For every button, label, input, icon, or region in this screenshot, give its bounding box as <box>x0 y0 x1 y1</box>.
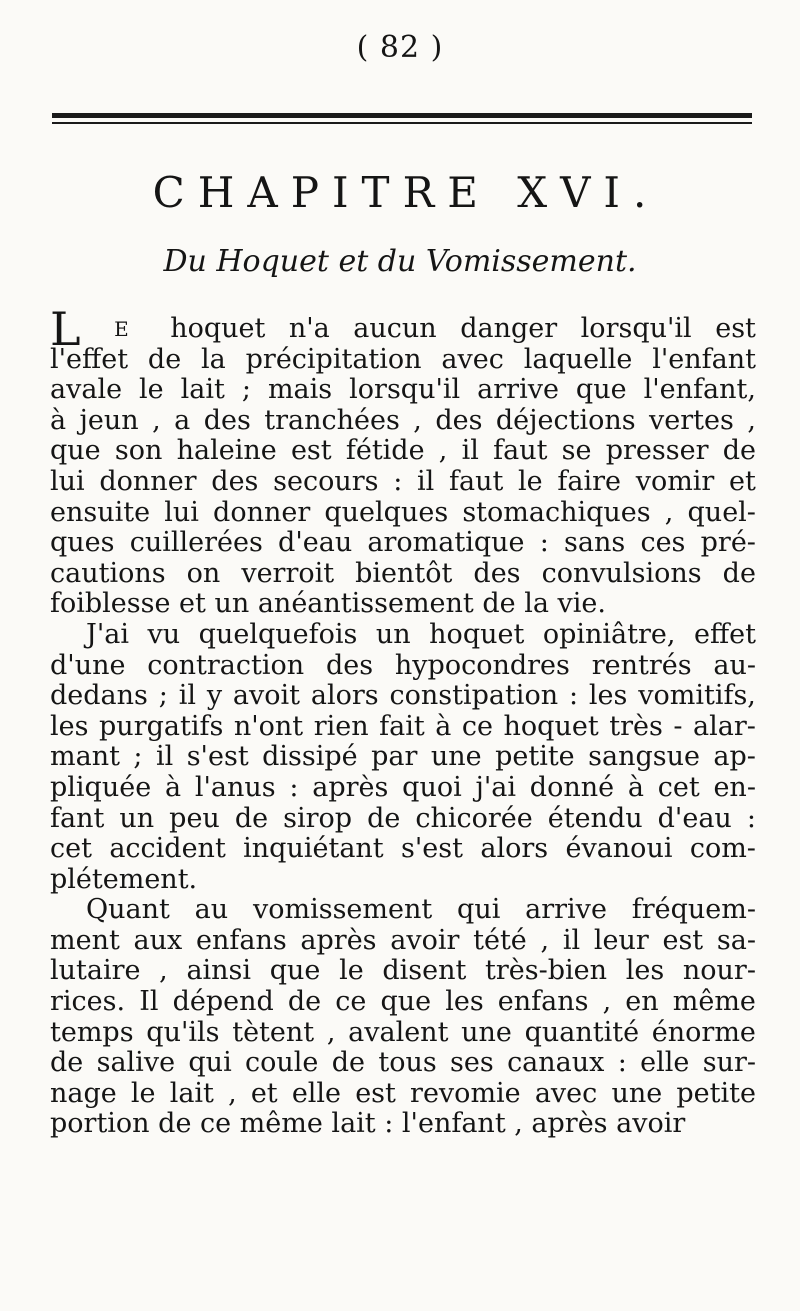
word: en <box>625 986 659 1018</box>
word: : <box>617 1047 627 1079</box>
word: sangsue <box>588 741 700 773</box>
text-line <box>50 620 756 651</box>
word: avalent <box>348 1016 449 1048</box>
word: , <box>326 1016 336 1048</box>
word: une <box>430 741 482 773</box>
word: il <box>178 680 196 712</box>
word: d'eau <box>657 802 732 834</box>
word: un <box>375 618 411 650</box>
word: de <box>367 802 401 834</box>
word: est <box>715 313 756 344</box>
chapter-subtitle: Du Hoquet et du Vomissement. <box>163 244 637 279</box>
word: après <box>300 924 377 956</box>
text-line <box>50 406 756 437</box>
word: contraction <box>147 649 305 681</box>
text-line <box>50 498 756 529</box>
word: lorsqu'il <box>349 374 461 406</box>
word: aux <box>133 924 183 956</box>
word: et <box>729 465 756 497</box>
word: Quant <box>86 894 170 926</box>
word: donner <box>99 465 197 497</box>
word: avec <box>534 1077 598 1109</box>
word: petite <box>676 1077 756 1109</box>
word: disent <box>382 955 467 987</box>
word: sur- <box>702 1047 756 1079</box>
word: lait <box>180 374 225 406</box>
word: avoir <box>390 924 460 956</box>
word: alar- <box>693 710 756 742</box>
word: convulsions <box>541 557 702 589</box>
word: est <box>290 435 332 467</box>
word: , <box>228 1077 237 1109</box>
word: accident <box>109 833 226 865</box>
drop-cap: L <box>50 302 81 356</box>
body-text <box>50 302 756 1140</box>
word: aucun <box>353 313 437 344</box>
text-line <box>50 712 756 743</box>
word: alors <box>480 833 549 865</box>
word: un <box>119 802 155 834</box>
text-line <box>50 302 756 356</box>
word: lait <box>169 1077 214 1109</box>
word: les <box>50 710 89 742</box>
word: ment <box>50 924 120 956</box>
word: nage <box>50 1077 117 1109</box>
text-line-content: portion de ce même lait : l'enfant , après avoir <box>50 1108 686 1140</box>
text-line <box>50 773 756 804</box>
word: jeun <box>79 404 139 436</box>
word: ques <box>50 527 115 559</box>
word: bientôt <box>355 557 453 589</box>
word: s'est <box>186 741 249 773</box>
word: il <box>417 465 435 497</box>
word: à <box>164 771 182 803</box>
word: que <box>269 955 321 987</box>
small-cap: E <box>114 317 129 341</box>
word: avec <box>441 343 504 375</box>
word: revomie <box>410 1077 521 1109</box>
word: fait <box>379 710 425 742</box>
text-line <box>50 651 756 682</box>
word: laquelle <box>523 343 633 375</box>
word: dissipé <box>262 741 358 773</box>
text-line <box>50 681 756 712</box>
text-line <box>50 375 756 406</box>
word: arrive <box>525 894 607 926</box>
text-line <box>50 559 756 590</box>
word: s'est <box>401 833 463 865</box>
word: en- <box>713 771 756 803</box>
word: qui <box>457 894 501 926</box>
word: hoquet <box>503 710 599 742</box>
word: cuillerées <box>129 527 263 559</box>
word: nour- <box>682 955 756 987</box>
word: très <box>609 710 663 742</box>
page-number: ( 82 ) <box>356 30 444 65</box>
word: le <box>139 374 164 406</box>
word: sa- <box>716 924 756 956</box>
word: de <box>234 802 269 834</box>
word: cet <box>50 833 92 865</box>
word: elle <box>291 1077 342 1109</box>
word: ap- <box>713 741 756 773</box>
word: ce <box>461 710 493 742</box>
word: le <box>339 955 364 987</box>
word: ; <box>241 374 251 406</box>
word: de <box>331 1047 366 1079</box>
word: lutaire <box>50 955 141 987</box>
word: quantité <box>524 1016 640 1048</box>
word: se <box>561 435 592 467</box>
word: ; <box>133 741 143 773</box>
word: ainsi <box>186 955 252 987</box>
text-line <box>50 467 756 498</box>
text-line <box>50 589 756 620</box>
word: lorsqu'il <box>580 313 692 344</box>
text-line <box>50 895 756 926</box>
word: les <box>588 680 628 712</box>
word: presser <box>605 435 709 467</box>
word: , <box>152 404 161 436</box>
word: au <box>194 894 229 926</box>
text-line <box>50 834 756 865</box>
word: au- <box>713 649 756 681</box>
word: inquiétant <box>243 833 384 865</box>
word: ces <box>640 527 686 559</box>
word: des <box>435 404 483 436</box>
word: d'eau <box>278 527 353 559</box>
word: - <box>673 710 683 742</box>
word: quelques <box>324 496 449 528</box>
word: on <box>186 557 221 589</box>
word: que <box>575 374 627 406</box>
word: cautions <box>50 557 166 589</box>
text-line <box>50 926 756 957</box>
word: il <box>562 924 581 956</box>
word: énorme <box>651 1016 756 1048</box>
word: son <box>114 435 163 467</box>
word: quel- <box>687 496 756 528</box>
word: secours <box>273 465 379 497</box>
word: vomitifs, <box>638 680 756 712</box>
word: ; <box>158 680 168 712</box>
word: effet <box>693 618 756 650</box>
word: , <box>438 435 448 467</box>
word: de <box>287 986 322 1018</box>
word: aromatique <box>367 527 525 559</box>
word: par <box>371 741 418 773</box>
word: com- <box>689 833 756 865</box>
word: , <box>413 404 422 436</box>
word: à <box>435 710 452 742</box>
word: hypocondres <box>394 649 570 681</box>
text-line <box>50 436 756 467</box>
word: précipitation <box>245 343 422 375</box>
word: , <box>602 986 612 1018</box>
word: , <box>159 955 168 987</box>
word: une <box>611 1077 663 1109</box>
word: leur <box>593 924 649 956</box>
word: hoquet <box>429 618 525 650</box>
word: salive <box>96 1047 176 1079</box>
word: verroit <box>241 557 335 589</box>
word: , <box>540 924 550 956</box>
word: tètent <box>232 1016 315 1048</box>
word: tous <box>378 1047 437 1079</box>
word: elle <box>640 1047 690 1079</box>
word: ses <box>450 1047 494 1079</box>
word: quelquefois <box>198 618 358 650</box>
text-line-content: foiblesse et un anéantissement de la vie. <box>50 588 606 620</box>
word: des <box>325 649 374 681</box>
text-line <box>50 1048 756 1079</box>
chapter-title: CHAPITRE XVI. <box>152 168 660 217</box>
word: ce <box>335 986 367 1018</box>
word: temps <box>50 1016 134 1048</box>
word: très-bien <box>485 955 608 987</box>
word: arrive <box>477 374 559 406</box>
text-line <box>50 987 756 1018</box>
word: lui <box>164 496 199 528</box>
word: donner <box>213 496 311 528</box>
word: de <box>147 343 182 375</box>
word: constipation <box>389 680 559 712</box>
word: même <box>672 986 756 1018</box>
word: vu <box>147 618 181 650</box>
word: rien <box>313 710 369 742</box>
word: : <box>568 680 579 712</box>
word: et <box>250 1077 278 1109</box>
word: stomachiques <box>462 496 651 528</box>
word: chicorée <box>415 802 533 834</box>
text-line <box>50 528 756 559</box>
word: y <box>206 680 223 712</box>
word: le <box>130 1077 156 1109</box>
word: sirop <box>283 802 353 834</box>
word: vomir <box>635 465 715 497</box>
word: déjections <box>495 404 636 436</box>
word: les <box>445 986 484 1018</box>
word: petite <box>495 741 575 773</box>
word: fant <box>50 802 105 834</box>
word: de <box>722 435 756 467</box>
word: enfans <box>195 924 287 956</box>
word: avoit <box>232 680 301 712</box>
word: est <box>355 1077 396 1109</box>
word: mant <box>50 741 120 773</box>
word: tranchées <box>264 404 400 436</box>
word: n'ont <box>233 710 304 742</box>
header-rule-thick <box>52 113 752 118</box>
word: qu'ils <box>146 1016 220 1048</box>
word: l'enfant <box>652 343 756 375</box>
word: a <box>174 404 191 436</box>
text-line <box>50 865 756 896</box>
word: peu <box>169 802 220 834</box>
word: fréquem- <box>631 894 756 926</box>
word: n'a <box>288 313 330 344</box>
header-rule-thin <box>52 122 752 124</box>
word: J'ai <box>86 618 129 650</box>
text-line <box>50 1079 756 1110</box>
word: qui <box>188 1047 232 1079</box>
word: enfans <box>497 986 589 1018</box>
word: haleine <box>176 435 277 467</box>
word: il <box>461 435 479 467</box>
text-line <box>50 804 756 835</box>
word: dépend <box>172 986 274 1018</box>
word: lui <box>50 465 85 497</box>
word: tété <box>473 924 527 956</box>
word: de <box>50 1047 84 1079</box>
word: l'enfant, <box>643 374 756 406</box>
word: : <box>746 802 756 834</box>
word: que <box>380 986 432 1018</box>
word: sans <box>564 527 626 559</box>
text-line-content: plétement. <box>50 863 198 895</box>
word: ensuite <box>50 496 151 528</box>
word: opiniâtre, <box>542 618 676 650</box>
word: Il <box>139 986 159 1018</box>
word: pré- <box>700 527 756 559</box>
word: : <box>393 465 403 497</box>
word: faire <box>557 465 621 497</box>
word: le <box>518 465 543 497</box>
word: les <box>625 955 665 987</box>
word: l'effet <box>50 343 129 375</box>
word: : <box>289 771 299 803</box>
word: évanoui <box>565 833 673 865</box>
word: faut <box>448 465 504 497</box>
word: étendu <box>547 802 643 834</box>
word: , <box>747 404 756 436</box>
word: une <box>461 1016 512 1048</box>
word: à <box>627 771 644 803</box>
word: de <box>722 557 756 589</box>
word: après <box>312 771 389 803</box>
word: est <box>662 924 704 956</box>
word: j'ai <box>475 771 517 803</box>
word: rices. <box>50 986 126 1018</box>
word: il <box>155 741 174 773</box>
word: à <box>50 404 67 436</box>
word: faut <box>493 435 548 467</box>
word: canaux <box>507 1047 605 1079</box>
word: fétide <box>345 435 425 467</box>
word: purgatifs <box>99 710 224 742</box>
word: hoquet <box>170 313 266 344</box>
word: des <box>473 557 521 589</box>
word: la <box>201 343 226 375</box>
text-line <box>50 742 756 773</box>
word: des <box>203 404 251 436</box>
word: danger <box>460 313 558 344</box>
word: donné <box>529 771 615 803</box>
text-line <box>50 956 756 987</box>
text-line <box>50 1018 756 1049</box>
word: dedans <box>50 680 148 712</box>
text-line <box>50 1109 756 1140</box>
word: cet <box>657 771 700 803</box>
word: , <box>664 496 674 528</box>
word: quoi <box>402 771 462 803</box>
word: : <box>539 527 549 559</box>
word: rentrés <box>591 649 692 681</box>
word: l'anus <box>194 771 276 803</box>
word: avale <box>50 374 123 406</box>
word: alors <box>310 680 379 712</box>
word: vertes <box>649 404 734 436</box>
word: d'une <box>50 649 126 681</box>
word: que <box>50 435 101 467</box>
word: mais <box>267 374 333 406</box>
word: vomissement <box>252 894 433 926</box>
word: pliquée <box>50 771 152 803</box>
word: des <box>211 465 259 497</box>
text-line <box>50 345 756 376</box>
word: coule <box>245 1047 319 1079</box>
